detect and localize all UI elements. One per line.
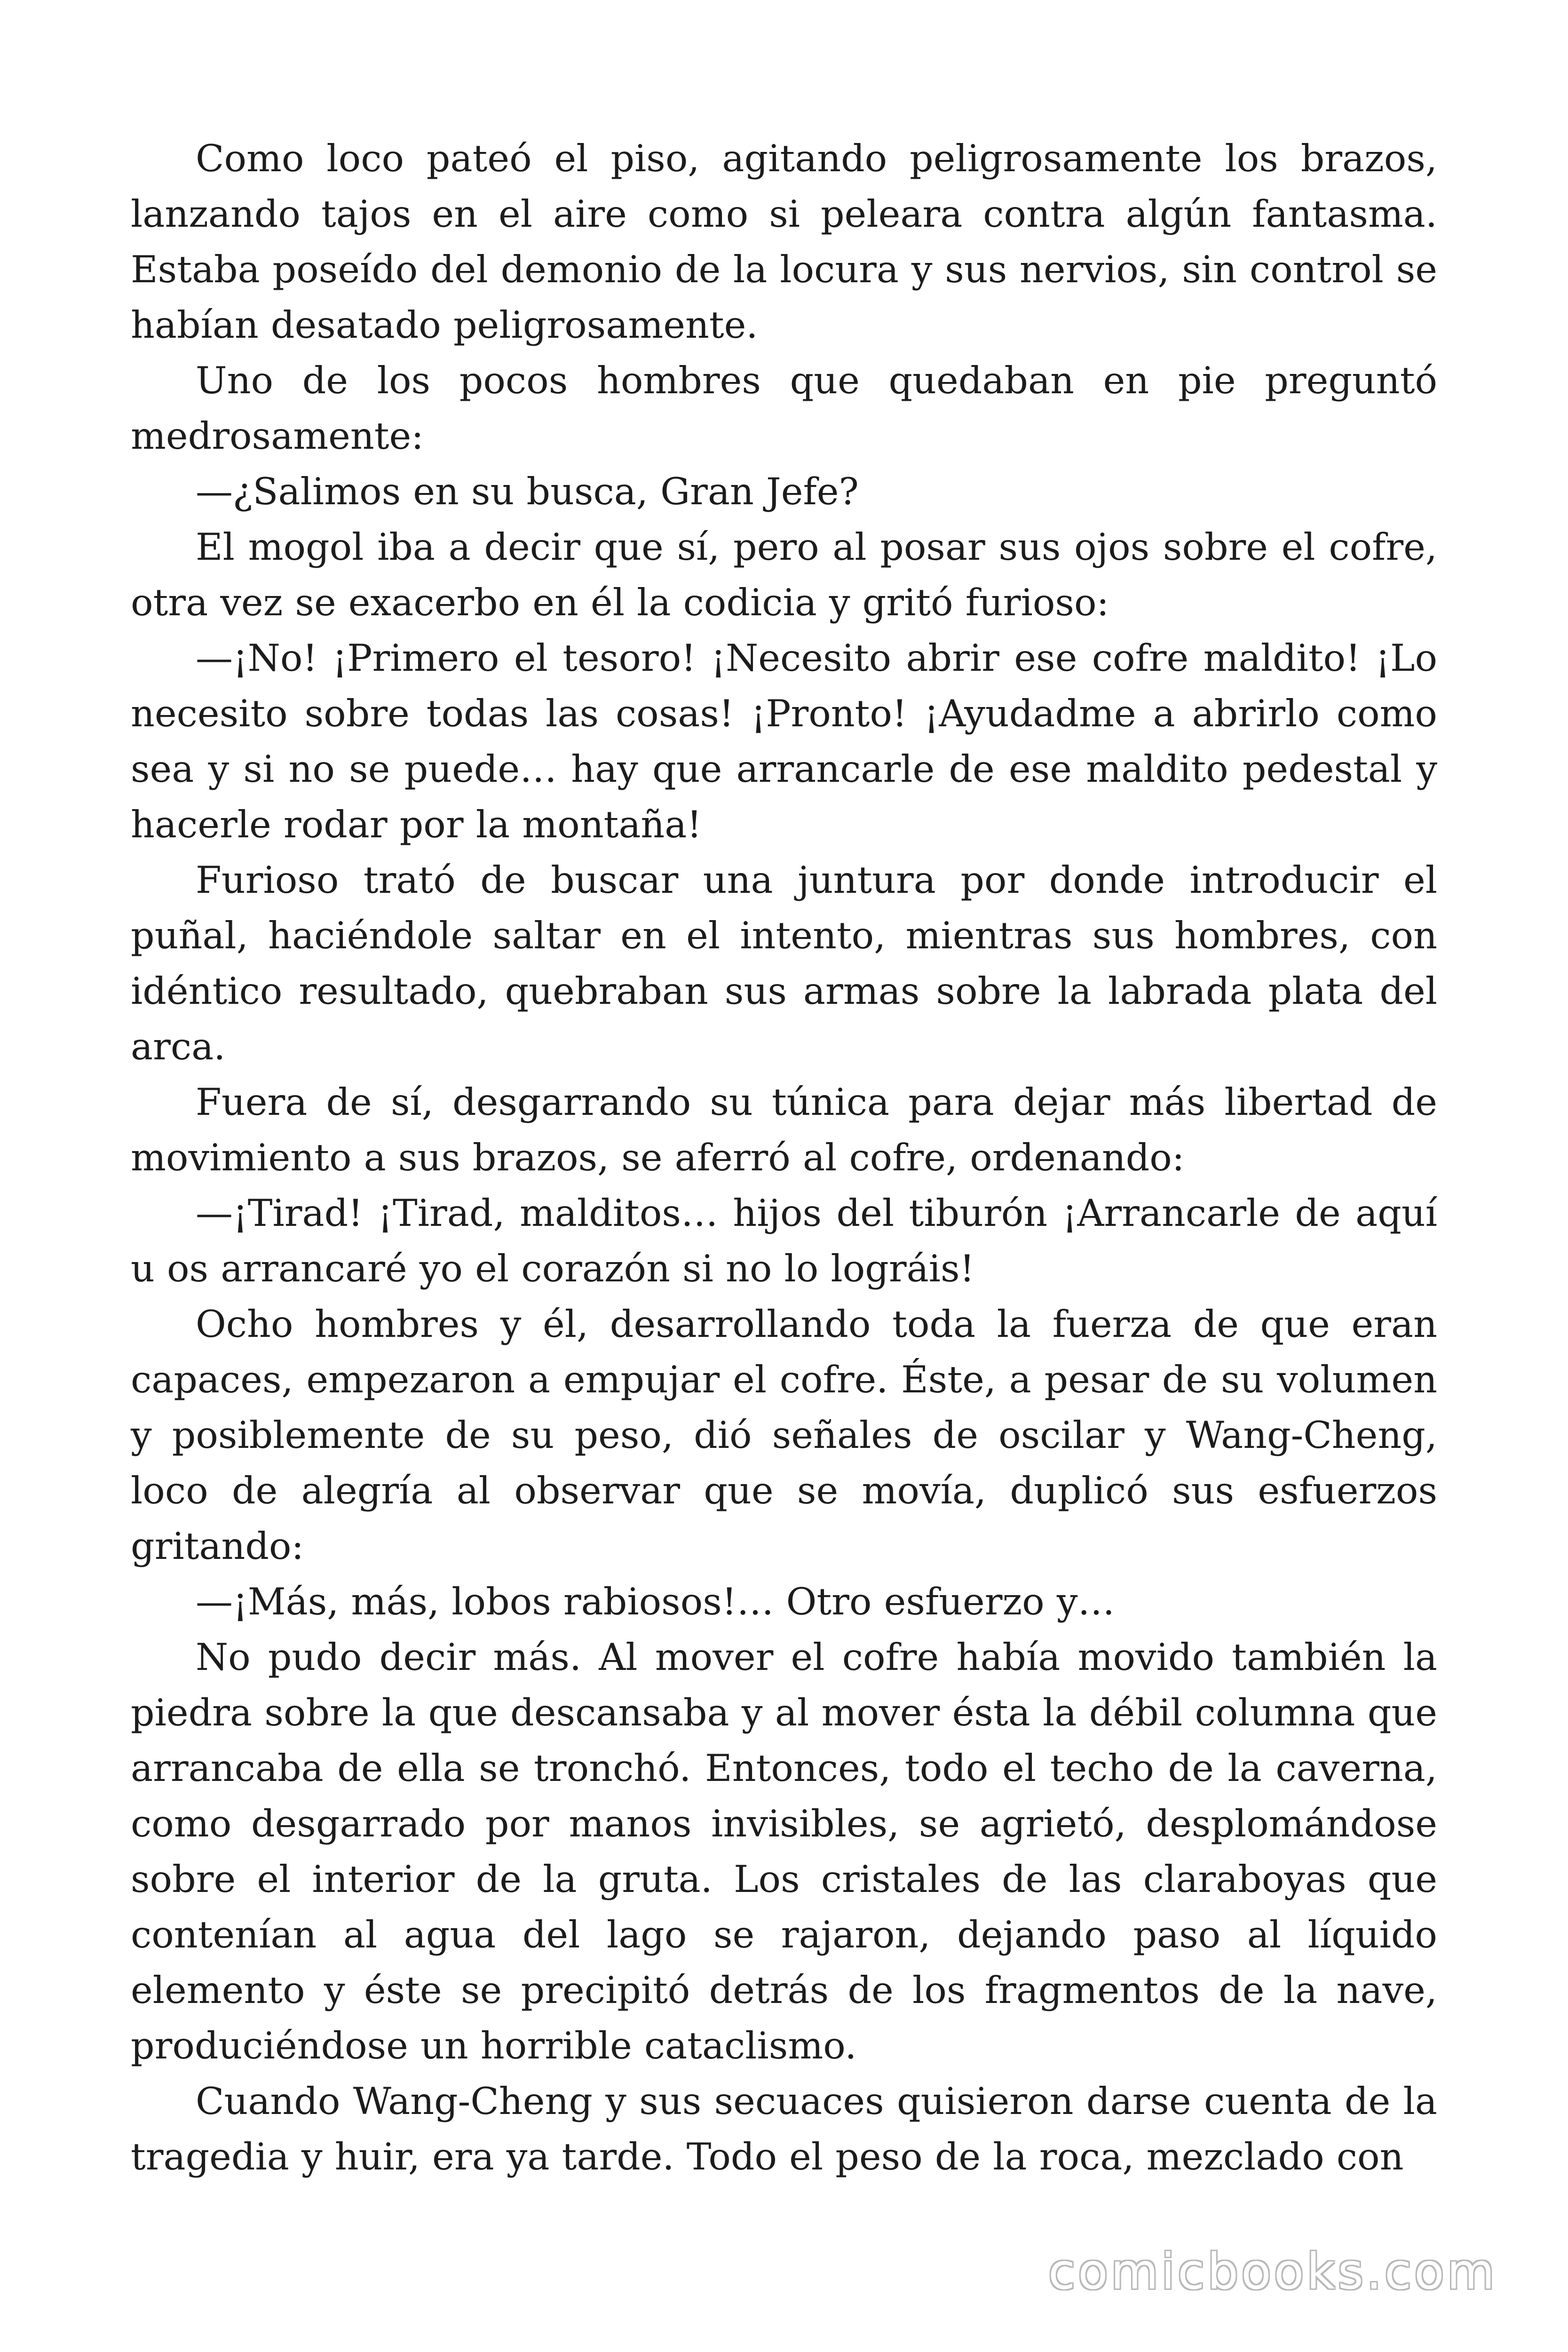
paragraph-7: Fuera de sí, desgarrando su túnica para dejar más libertad de movimiento a sus brazos, se aferró al cofre, ordenando: — [131, 1081, 1437, 1179]
paragraph-10: —¡Más, más, lobos rabiosos!… Otro esfuerzo y… — [196, 1580, 1115, 1623]
paragraph-8: —¡Tirad! ¡Tirad, malditos… hijos del tiburón ¡Arrancarle de aquí u os arrancaré yo el corazón si no lo lográis! — [131, 1192, 1437, 1290]
paragraph-4: El mogol iba a decir que sí, pero al posar sus ojos sobre el cofre, otra vez se exacerbo en él la codicia y gritó furioso: — [131, 525, 1437, 624]
paragraph-11: No pudo decir más. Al mover el cofre había movido también la piedra sobre la que descansaba y al mover ésta la débil columna que arrancaba de ella se tronchó. Entonces, todo el techo de la caverna, como desgarrado por manos invisibles, se agrietó, desplomándose sobre el interior de la gruta. Los cristales de las claraboyas que contenían al agua del lago se rajaron, dejando paso al líquido elemento y éste se precipitó detrás de los fragmentos de la nave, produciéndose un horrible cataclismo. — [131, 1636, 1437, 2067]
watermark-logo: comicbooks.com — [1048, 2243, 1497, 2300]
paragraph-9: Ocho hombres y él, desarrollando toda la fuerza de que eran capaces, empezaron a empujar el cofre. Éste, a pesar de su volumen y posiblemente de su peso, dió señales de oscilar y Wang-Cheng, loco de alegría al observar que se movía, duplicó sus esfuerzos gritando: — [131, 1303, 1437, 1568]
paragraph-5: —¡No! ¡Primero el tesoro! ¡Necesito abrir ese cofre maldito! ¡Lo necesito sobre todas las cosas! ¡Pronto! ¡Ayudadme a abrirlo como sea y si no se puede… hay que arrancarle de ese maldito pedestal y hacerle rodar por la montaña! — [131, 636, 1437, 846]
paragraph-2: Uno de los pocos hombres que quedaban en pie preguntó medrosamente: — [131, 359, 1437, 458]
paragraph-6: Furioso trató de buscar una juntura por donde introducir el puñal, haciéndole saltar en el intento, mientras sus hombres, con idéntico resultado, quebraban sus armas sobre la labrada plata del arca. — [131, 858, 1437, 1068]
document-page — [131, 131, 1437, 2185]
paragraph-3: —¿Salimos en su busca, Gran Jefe? — [196, 470, 859, 513]
paragraph-12: Cuando Wang-Cheng y sus secuaces quisieron darse cuenta de la tragedia y huir, era ya tarde. Todo el peso de la roca, mezclado con — [131, 2080, 1437, 2178]
paragraph-1: Como loco pateó el piso, agitando peligrosamente los brazos, lanzando tajos en el aire como si peleara contra algún fantasma. Estaba poseído del demonio de la locura y sus nervios, sin control se habían desatado peligrosamente. — [131, 137, 1437, 347]
